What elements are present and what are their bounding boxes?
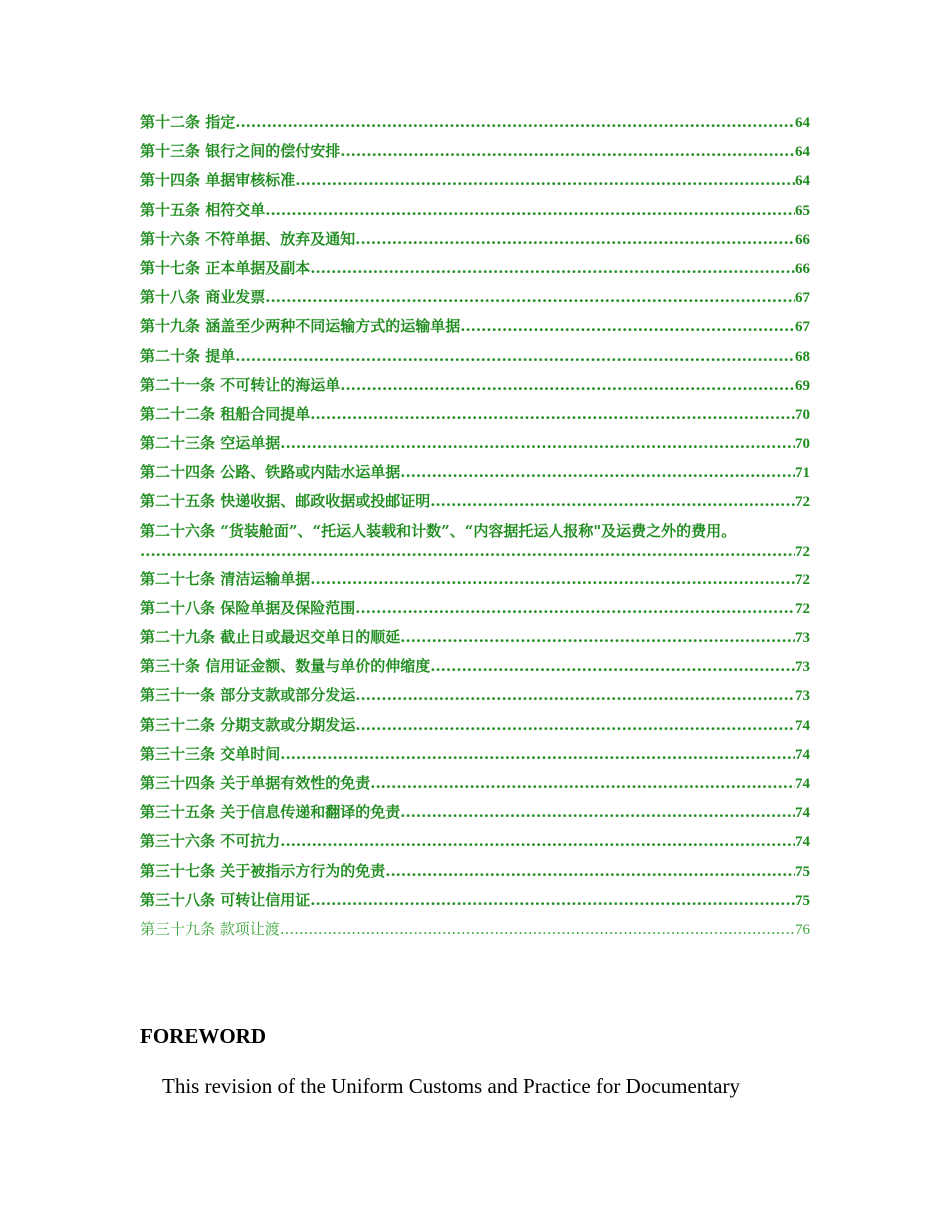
toc-entry[interactable] bbox=[140, 491, 810, 520]
toc-page-number: 74 bbox=[795, 717, 810, 734]
toc-entry[interactable] bbox=[140, 685, 810, 714]
toc-page-number: 75 bbox=[795, 863, 810, 880]
toc-entry[interactable] bbox=[140, 773, 810, 802]
toc-entry[interactable] bbox=[140, 656, 810, 685]
toc-page-number: 66 bbox=[795, 231, 810, 248]
toc-entry-title: 第三十六条 不可抗力 bbox=[140, 832, 281, 851]
toc-entry-title: 第二十二条 租船合同提单 bbox=[140, 404, 311, 423]
toc-leader-dots bbox=[400, 462, 795, 482]
toc-entry[interactable] bbox=[140, 404, 810, 433]
toc-leader-dots bbox=[355, 229, 795, 249]
toc-page-number: 66 bbox=[795, 260, 810, 277]
toc-entry[interactable] bbox=[140, 433, 810, 462]
toc-leader-dots bbox=[310, 404, 795, 424]
toc-leader-dots bbox=[340, 375, 795, 395]
toc-page-number: 73 bbox=[795, 688, 810, 705]
foreword-heading: FOREWORD bbox=[140, 1024, 266, 1048]
toc-page-number: 74 bbox=[795, 775, 810, 792]
toc-entry-title: 第三十条 信用证金额、数量与单价的伸缩度 bbox=[140, 657, 431, 676]
toc-leader-dots bbox=[355, 598, 795, 618]
foreword-paragraph: This revision of the Uniform Customs and Practice for Documentary bbox=[162, 1074, 740, 1098]
toc-entry[interactable] bbox=[140, 598, 810, 627]
table-of-contents bbox=[140, 112, 810, 948]
toc-entry[interactable] bbox=[140, 831, 810, 860]
toc-entry-title: 第十二条 指定 bbox=[140, 113, 236, 131]
toc-leader-dots bbox=[265, 287, 795, 307]
toc-entry[interactable] bbox=[140, 861, 810, 890]
toc-leader-dots bbox=[340, 141, 795, 161]
toc-entry-title: 第二十条 提单 bbox=[140, 346, 236, 365]
toc-page-number: 67 bbox=[795, 319, 810, 336]
toc-leader-dots bbox=[400, 802, 795, 822]
toc-entry[interactable] bbox=[140, 744, 810, 773]
toc-entry-title: 第三十二条 分期支款或分期发运 bbox=[140, 715, 356, 734]
toc-entry[interactable] bbox=[140, 170, 810, 199]
toc-page-number: 64 bbox=[795, 144, 810, 161]
toc-entry-title: 第二十九条 截止日或最迟交单日的顺延 bbox=[140, 628, 401, 646]
toc-page-number: 73 bbox=[795, 659, 810, 676]
toc-entry[interactable] bbox=[140, 462, 810, 491]
toc-page-number: 65 bbox=[795, 202, 810, 219]
toc-entry-title: 第十四条 单据审核标准 bbox=[140, 171, 296, 190]
toc-entry-title: 第二十一条 不可转让的海运单 bbox=[140, 375, 341, 394]
toc-leader-dots bbox=[370, 773, 795, 793]
toc-entry-title: 第三十七条 关于被指示方行为的免责 bbox=[140, 861, 386, 880]
toc-entry-title: 第十六条 不符单据、放弃及通知 bbox=[140, 229, 356, 248]
toc-entry[interactable] bbox=[140, 802, 810, 831]
toc-page-number: 67 bbox=[795, 290, 810, 307]
toc-leader-dots bbox=[280, 433, 795, 453]
toc-entry-title: 第三十一条 部分支款或部分发运 bbox=[140, 686, 356, 705]
toc-entry-title: 第三十五条 关于信息传递和翻译的免责 bbox=[140, 803, 401, 822]
toc-leader-dots bbox=[355, 685, 795, 705]
toc-entry-title: 第三十九条 款项让渡 bbox=[140, 919, 280, 938]
toc-page-number: 75 bbox=[795, 892, 810, 909]
toc-entry[interactable] bbox=[140, 521, 810, 569]
toc-leader-dots bbox=[310, 258, 795, 278]
toc-leader-dots bbox=[430, 656, 795, 676]
toc-entry-title: 第十七条 正本单据及副本 bbox=[140, 258, 311, 277]
toc-page-number: 72 bbox=[795, 543, 810, 560]
toc-entry[interactable] bbox=[140, 919, 810, 948]
toc-leader-dots bbox=[385, 861, 795, 881]
toc-entry[interactable] bbox=[140, 375, 810, 404]
toc-entry-title: 第十三条 银行之间的偿付安排 bbox=[140, 142, 341, 161]
toc-entry-title: 第二十四条 公路、铁路或内陆水运单据 bbox=[140, 463, 401, 482]
toc-leader-dots bbox=[430, 491, 795, 511]
toc-leader-dots bbox=[235, 112, 795, 132]
toc-entry[interactable] bbox=[140, 112, 810, 141]
toc-leader-dots bbox=[355, 715, 795, 735]
toc-entry[interactable] bbox=[140, 627, 810, 656]
toc-entry-title: 第十八条 商业发票 bbox=[140, 288, 266, 307]
toc-entry-title: 第二十七条 清洁运输单据 bbox=[140, 569, 311, 588]
toc-entry[interactable] bbox=[140, 346, 810, 375]
toc-page-number: 72 bbox=[795, 494, 810, 511]
toc-page-number: 76 bbox=[795, 921, 810, 938]
toc-page-number: 74 bbox=[795, 834, 810, 851]
toc-entry[interactable] bbox=[140, 715, 810, 744]
toc-entry-title: 第十五条 相符交单 bbox=[140, 200, 266, 219]
toc-entry-title: 第十九条 涵盖至少两种不同运输方式的运输单据 bbox=[140, 317, 461, 336]
toc-leader-dots bbox=[280, 744, 795, 764]
toc-page-number: 72 bbox=[795, 600, 810, 617]
toc-page-number: 74 bbox=[795, 746, 810, 763]
toc-page-number: 68 bbox=[795, 348, 810, 365]
toc-entry[interactable] bbox=[140, 890, 810, 919]
toc-entry[interactable] bbox=[140, 569, 810, 598]
toc-page-number: 64 bbox=[795, 115, 810, 131]
toc-leader-dots bbox=[460, 316, 795, 336]
toc-entry-title: 第三十八条 可转让信用证 bbox=[140, 890, 311, 909]
toc-entry[interactable] bbox=[140, 316, 810, 345]
toc-page-number: 69 bbox=[795, 377, 810, 394]
toc-page-number: 70 bbox=[795, 406, 810, 423]
toc-leader-dots bbox=[310, 890, 795, 910]
toc-entry[interactable] bbox=[140, 141, 810, 170]
toc-entry-title: 第二十六条 “货装舱面”、“托运人装载和计数”、“内容据托运人报称"及运费之外的费用。 bbox=[140, 521, 737, 540]
toc-entry[interactable] bbox=[140, 287, 810, 316]
toc-page-number: 74 bbox=[795, 805, 810, 822]
toc-leader-dots bbox=[140, 541, 795, 561]
toc-leader-dots bbox=[295, 170, 795, 190]
toc-leader-dots bbox=[235, 346, 795, 366]
toc-leader-dots bbox=[280, 919, 795, 939]
toc-entry-title: 第三十三条 交单时间 bbox=[140, 744, 281, 763]
toc-page-number: 73 bbox=[795, 630, 810, 646]
toc-page-number: 70 bbox=[795, 436, 810, 453]
toc-entry-title: 第二十八条 保险单据及保险范围 bbox=[140, 598, 356, 617]
toc-leader-dots bbox=[280, 831, 795, 851]
toc-entry-title: 第二十三条 空运单据 bbox=[140, 434, 281, 453]
toc-page-number: 71 bbox=[795, 465, 810, 482]
toc-page-number: 64 bbox=[795, 173, 810, 190]
toc-entry[interactable] bbox=[140, 258, 810, 287]
toc-entry-continuation bbox=[140, 541, 810, 561]
toc-leader-dots bbox=[265, 200, 795, 220]
toc-entry-title: 第二十五条 快递收据、邮政收据或投邮证明 bbox=[140, 492, 431, 511]
toc-entry[interactable] bbox=[140, 229, 810, 258]
toc-entry[interactable] bbox=[140, 200, 810, 229]
toc-leader-dots bbox=[400, 627, 795, 647]
toc-leader-dots bbox=[310, 569, 795, 589]
toc-entry-title: 第三十四条 关于单据有效性的免责 bbox=[140, 773, 371, 792]
toc-page-number: 72 bbox=[795, 571, 810, 588]
